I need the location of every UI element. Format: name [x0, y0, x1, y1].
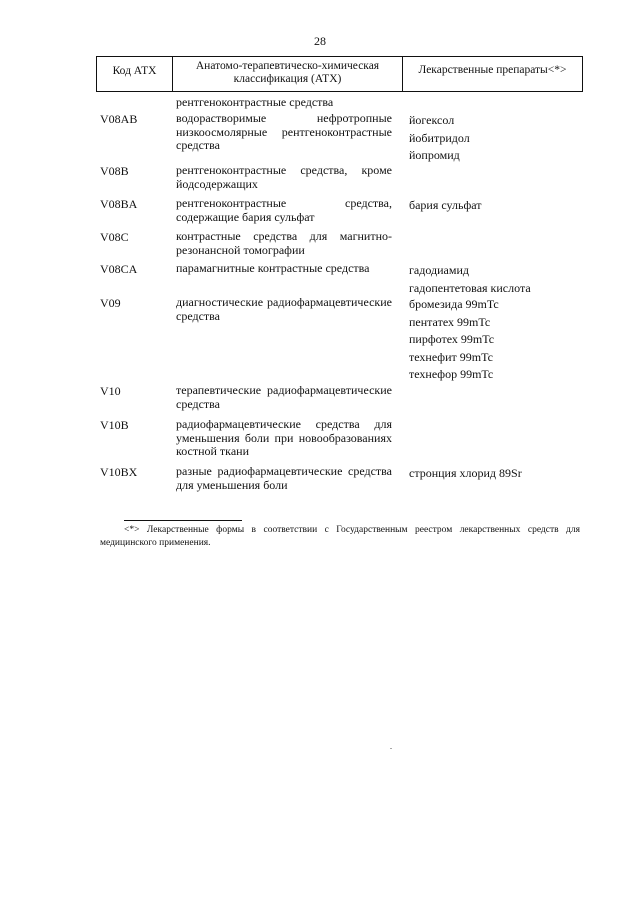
row-drugs — [409, 465, 589, 483]
row-drugs — [409, 197, 589, 215]
row-classification: разные радиофармацевтические средства для уменьшения боли — [176, 464, 392, 492]
drug-item: технефор 99mTc — [409, 367, 494, 381]
drug-item: гадопентетовая кислота — [409, 280, 531, 295]
page-mark: . — [390, 742, 392, 751]
header-drugs: Лекарственные препараты<*> — [418, 64, 567, 76]
row-code: V08BA — [100, 197, 138, 211]
drug-item: технефит 99mTc — [409, 349, 493, 364]
row-code: V10B — [100, 418, 129, 432]
drug-item: бария сульфат — [409, 198, 482, 212]
row-classification: контрастные средства для магнитно-резонансной томографии — [176, 229, 392, 257]
page-number: 28 — [314, 34, 326, 48]
drug-item: йобитридол — [409, 130, 470, 145]
drug-item: стронция хлорид 89Sr — [409, 466, 522, 480]
drug-item: бромезида 99mTc — [409, 297, 499, 311]
row-code: V08B — [100, 164, 129, 178]
row-classification: водорастворимые нефротропные низкоосмолярные рентгеноконтрастные средства — [176, 111, 392, 152]
row-classification: рентгеноконтрастные средства, содержащие бария сульфат — [176, 196, 392, 224]
header-classification: Анатомо-терапевтическо-химическая классификация (АТХ) — [173, 57, 403, 91]
drug-item: пирфотех 99mTc — [409, 332, 495, 346]
row-code: V09 — [100, 296, 121, 310]
row-drugs — [409, 296, 589, 384]
row-code: V08C — [100, 230, 129, 244]
drug-item: пентатех 99mTc — [409, 314, 491, 329]
row-code: V08AB — [100, 112, 138, 126]
row-classification: рентгеноконтрастные средства, кроме йодсодержащих — [176, 163, 392, 191]
row-code: V08CA — [100, 262, 138, 276]
row-classification: диагностические радиофармацевтические средства — [176, 295, 392, 323]
row-code: V10BX — [100, 465, 138, 479]
row-code: V10 — [100, 384, 121, 398]
drug-item: гадодиамид — [409, 263, 469, 277]
drug-item: йогексол — [409, 113, 455, 127]
footnote-separator — [124, 520, 242, 521]
row-classification: радиофармацевтические средства для уменьшения боли при новообразованиях костной ткани — [176, 417, 392, 458]
drug-item: йопромид — [409, 148, 460, 162]
row-drugs — [409, 262, 589, 297]
row-drugs — [409, 112, 589, 165]
header-code: Код АТХ — [97, 57, 173, 91]
row-classification: рентгеноконтрастные средства — [176, 95, 334, 109]
footnote: <*> Лекарственные формы в соответствии с Государственным реестром лекарственных средств для медицинского применения. — [100, 525, 580, 548]
row-classification: парамагнитные контрастные средства — [176, 261, 370, 275]
row-classification: терапевтические радиофармацевтические средства — [176, 383, 392, 411]
